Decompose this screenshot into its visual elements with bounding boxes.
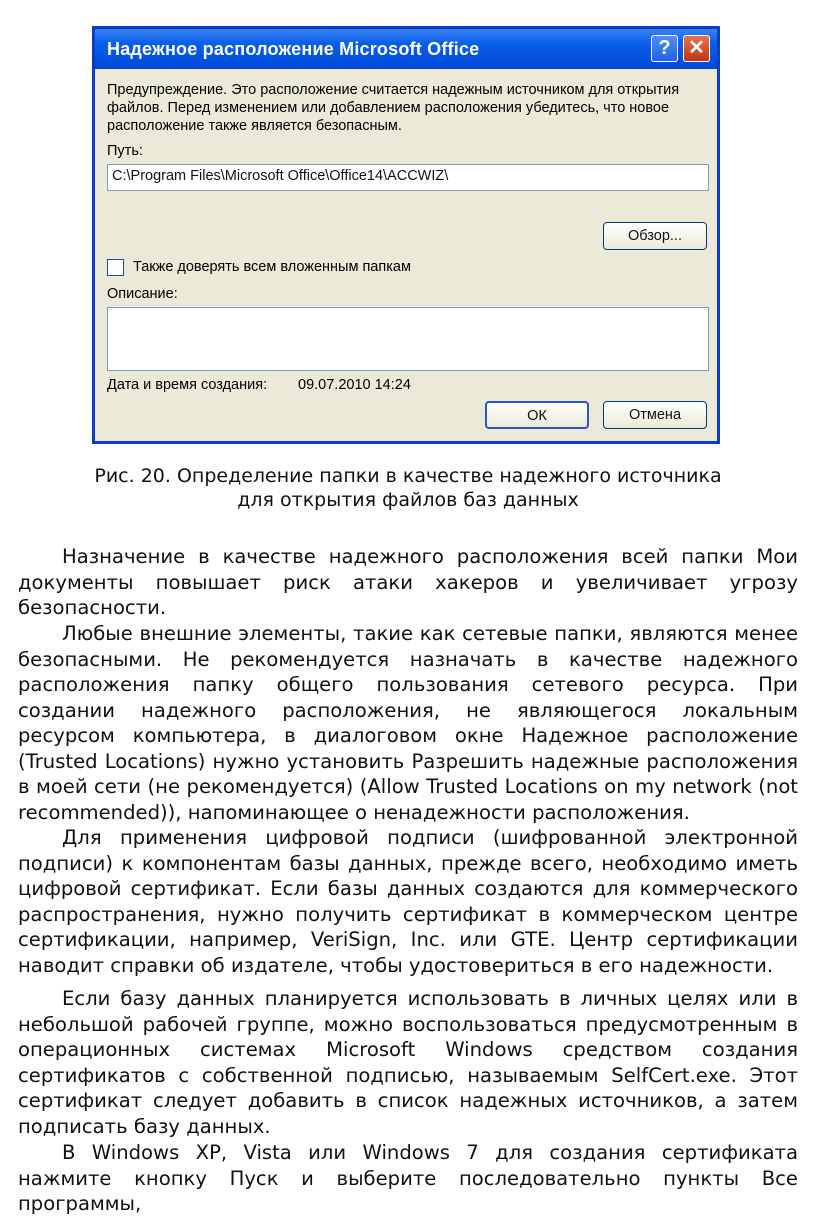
paragraph: Если базу данных планируется использовать в личных целях или в небольшой рабочей группе, можно воспользоваться предусмотренным в операционных системах Microsoft Windows средством создания сертификатов с собственной подписью, называемым SelfCert.exe. Этот сертификат следует добавить в список надежных источников, а затем подписать базу данных. [18,987,798,1138]
paragraph: Любые внешние элементы, такие как сетевые папки, являются менее безопасными. Не рекомендуется назначать в качестве надежного расположения папку общего пользования сетевого ресурса. При создании надежного расположения, не являющегося локальным ресурсом компьютера, в диалоговом окне Надежное расположение (Trusted Locations) нужно установить Разрешить надежные расположения в моей сети (не рекомендуется) (Allow Trusted Locations on my network (not recommended)), напоминающее о ненадежности расположения. [18,622,798,824]
created-label: Дата и время создания: [107,377,268,393]
path-label: Путь: [107,143,143,159]
paragraph: Для применения цифровой подписи (шифрованной электронной подписи) к компонентам базы данных, прежде всего, необходимо иметь цифровой сертификат. Если базы данных создаются для коммерческого распространения, нужно получить сертификат в коммерческом центре сертификации, например, VeriSign, Inc. или GTE. Центр сертификации наводит справки об издателе, чтобы удостовериться в его надежности. [18,826,798,977]
created-value: 09.07.2010 14:24 [298,377,411,393]
subfolders-checkbox[interactable] [107,259,124,276]
cancel-button[interactable]: Отмена [603,401,707,429]
ok-button[interactable]: ОК [485,401,589,429]
subfolders-label[interactable]: Также доверять всем вложенным папкам [133,259,411,275]
path-input[interactable]: C:\Program Files\Microsoft Office\Office14\ACCWIZ\ [107,164,709,191]
close-icon[interactable]: ✕ [683,35,710,62]
paragraph: В Windows XP, Vista или Windows 7 для создания сертификата нажмите кнопку Пуск и выберите последовательно пункты Все программы, [18,1141,798,1215]
browse-button[interactable]: Обзор... [603,222,707,250]
dialog-titlebar [95,29,717,69]
help-icon[interactable]: ? [651,35,678,62]
trusted-location-dialog [92,26,720,444]
figure-caption-line1: Рис. 20. Определение папки в качестве надежного источника [94,465,722,487]
dialog-title: Надежное расположение Microsoft Office [107,39,480,59]
paragraph: Назначение в качестве надежного расположения всей папки Мои документы повышает риск атаки хакеров и увеличивает угрозу безопасности. [18,545,798,619]
warning-text: Предупреждение. Это расположение считается надежным источником для открытия файлов. Перед изменением или добавлением расположения убедитесь, что новое расположение также является безопасным. [107,82,680,134]
figure-caption-line2: для открытия файлов баз данных [237,489,579,511]
description-field[interactable] [107,307,709,371]
description-label: Описание: [107,286,178,302]
